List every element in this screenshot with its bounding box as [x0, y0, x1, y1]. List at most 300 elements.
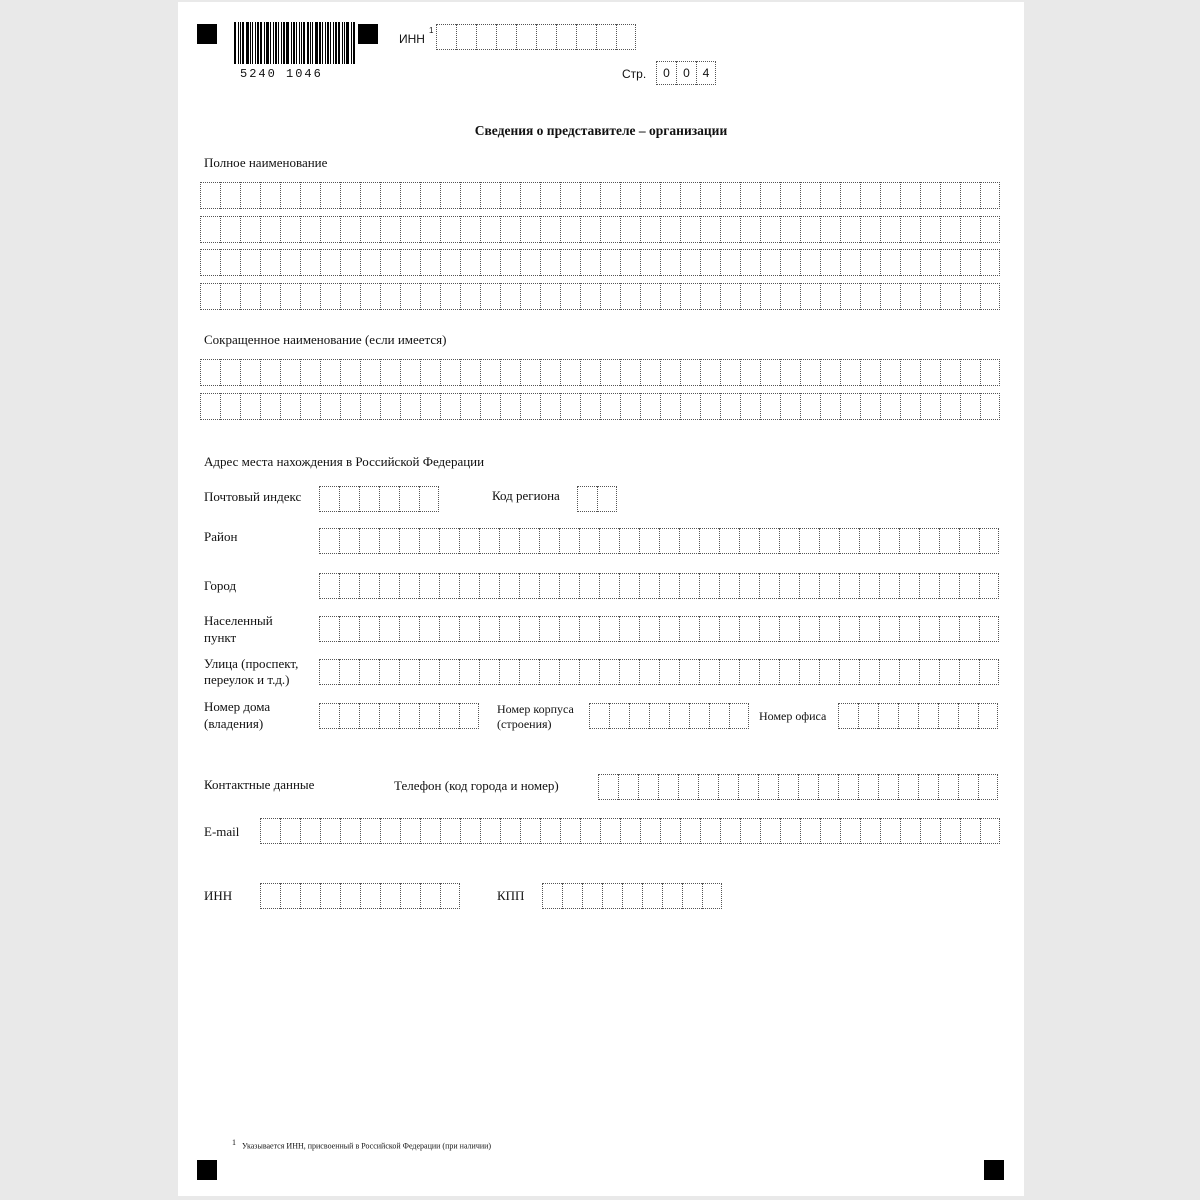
input-cell[interactable]	[879, 659, 899, 685]
input-cell[interactable]	[659, 573, 679, 599]
input-cell[interactable]	[799, 616, 819, 642]
input-cell[interactable]	[618, 774, 638, 800]
kpp-cells[interactable]	[542, 883, 722, 909]
input-cell[interactable]	[320, 182, 340, 209]
input-cell[interactable]	[700, 393, 720, 420]
input-cell[interactable]	[799, 528, 819, 554]
input-cell[interactable]	[319, 528, 339, 554]
input-cell[interactable]	[680, 283, 700, 310]
input-cell[interactable]	[560, 249, 580, 276]
input-cell[interactable]	[280, 249, 300, 276]
region-code-cells[interactable]	[577, 486, 617, 512]
input-cell[interactable]	[340, 216, 360, 243]
input-cell[interactable]	[720, 818, 740, 844]
input-cell[interactable]	[539, 528, 559, 554]
input-cell[interactable]	[200, 359, 220, 386]
input-cell[interactable]	[859, 616, 879, 642]
input-cell[interactable]	[500, 216, 520, 243]
input-cell[interactable]	[679, 528, 699, 554]
input-cell[interactable]	[539, 659, 559, 685]
input-cell[interactable]	[600, 182, 620, 209]
input-cell[interactable]	[439, 573, 459, 599]
input-cell[interactable]	[640, 249, 660, 276]
input-cell[interactable]	[820, 182, 840, 209]
input-cell[interactable]	[399, 616, 419, 642]
input-cell[interactable]	[759, 573, 779, 599]
input-cell[interactable]	[440, 249, 460, 276]
input-cell[interactable]	[899, 573, 919, 599]
input-cell[interactable]	[719, 616, 739, 642]
input-cell[interactable]	[759, 528, 779, 554]
input-cell[interactable]	[380, 249, 400, 276]
input-cell[interactable]	[739, 528, 759, 554]
input-cell[interactable]	[760, 393, 780, 420]
input-cell[interactable]	[379, 703, 399, 729]
input-cell[interactable]	[620, 249, 640, 276]
input-cell[interactable]	[339, 616, 359, 642]
input-cell[interactable]	[940, 182, 960, 209]
input-cell[interactable]	[659, 616, 679, 642]
input-cell[interactable]	[860, 249, 880, 276]
input-cell[interactable]	[560, 393, 580, 420]
input-cell[interactable]	[320, 883, 340, 909]
input-cell[interactable]	[300, 359, 320, 386]
input-cell[interactable]	[520, 216, 540, 243]
input-cell[interactable]	[920, 249, 940, 276]
input-cell[interactable]	[860, 182, 880, 209]
input-cell[interactable]	[980, 249, 1000, 276]
input-cell[interactable]	[680, 216, 700, 243]
input-cell[interactable]	[300, 216, 320, 243]
input-cell[interactable]	[340, 883, 360, 909]
input-cell[interactable]	[680, 359, 700, 386]
input-cell[interactable]	[620, 818, 640, 844]
input-cell[interactable]	[958, 703, 978, 729]
input-cell[interactable]	[720, 249, 740, 276]
input-cell[interactable]	[609, 703, 629, 729]
input-cell[interactable]	[420, 359, 440, 386]
input-cell[interactable]	[860, 216, 880, 243]
input-cell[interactable]	[500, 359, 520, 386]
input-cell[interactable]	[499, 616, 519, 642]
input-cell[interactable]	[629, 703, 649, 729]
input-cell[interactable]	[799, 573, 819, 599]
input-cell[interactable]	[559, 573, 579, 599]
input-cell[interactable]	[580, 283, 600, 310]
input-cell[interactable]	[439, 616, 459, 642]
input-cell[interactable]	[598, 774, 618, 800]
inn-cells[interactable]	[260, 883, 460, 909]
input-cell[interactable]	[600, 818, 620, 844]
input-cell[interactable]	[640, 216, 660, 243]
input-cell[interactable]	[939, 573, 959, 599]
input-cell[interactable]	[319, 486, 339, 512]
input-cell[interactable]	[660, 249, 680, 276]
input-cell[interactable]	[680, 393, 700, 420]
input-cell[interactable]	[778, 774, 798, 800]
input-cell[interactable]	[600, 393, 620, 420]
input-cell[interactable]	[680, 182, 700, 209]
input-cell[interactable]	[379, 528, 399, 554]
input-cell[interactable]	[759, 616, 779, 642]
input-cell[interactable]	[399, 528, 419, 554]
input-cell[interactable]	[760, 818, 780, 844]
input-cell[interactable]	[840, 249, 860, 276]
input-cell[interactable]	[959, 659, 979, 685]
input-cell[interactable]	[360, 216, 380, 243]
input-cell[interactable]	[899, 616, 919, 642]
input-cell[interactable]	[720, 393, 740, 420]
input-cell[interactable]	[420, 393, 440, 420]
input-cell[interactable]	[640, 359, 660, 386]
input-cell[interactable]	[940, 283, 960, 310]
input-cell[interactable]	[940, 359, 960, 386]
input-cell[interactable]	[979, 659, 999, 685]
input-cell[interactable]	[440, 883, 460, 909]
input-cell[interactable]	[638, 774, 658, 800]
input-cell[interactable]	[920, 182, 940, 209]
input-cell[interactable]	[640, 182, 660, 209]
input-cell[interactable]	[689, 703, 709, 729]
input-cell[interactable]	[280, 393, 300, 420]
full-name-row-3[interactable]	[200, 249, 1000, 276]
input-cell[interactable]	[260, 283, 280, 310]
input-cell[interactable]	[739, 573, 759, 599]
input-cell[interactable]	[359, 616, 379, 642]
input-cell[interactable]	[579, 659, 599, 685]
input-cell[interactable]	[200, 393, 220, 420]
input-cell[interactable]	[260, 818, 280, 844]
input-cell[interactable]	[799, 659, 819, 685]
input-cell[interactable]	[360, 818, 380, 844]
input-cell[interactable]	[599, 659, 619, 685]
input-cell[interactable]	[980, 216, 1000, 243]
input-cell[interactable]	[380, 393, 400, 420]
input-cell[interactable]	[678, 774, 698, 800]
input-cell[interactable]	[620, 182, 640, 209]
input-cell[interactable]	[960, 216, 980, 243]
input-cell[interactable]	[599, 616, 619, 642]
input-cell[interactable]	[542, 883, 562, 909]
input-cell[interactable]	[440, 818, 460, 844]
input-cell[interactable]	[939, 659, 959, 685]
input-cell[interactable]	[360, 883, 380, 909]
input-cell[interactable]	[619, 528, 639, 554]
input-cell[interactable]	[880, 249, 900, 276]
input-cell[interactable]	[738, 774, 758, 800]
input-cell[interactable]	[620, 359, 640, 386]
input-cell[interactable]	[620, 283, 640, 310]
input-cell[interactable]	[699, 659, 719, 685]
input-cell[interactable]	[559, 528, 579, 554]
input-cell[interactable]	[380, 283, 400, 310]
input-cell[interactable]	[700, 216, 720, 243]
input-cell[interactable]	[559, 616, 579, 642]
input-cell[interactable]	[460, 249, 480, 276]
input-cell[interactable]	[340, 393, 360, 420]
input-cell[interactable]	[680, 249, 700, 276]
input-cell[interactable]	[679, 659, 699, 685]
input-cell[interactable]	[619, 659, 639, 685]
input-cell[interactable]	[642, 883, 662, 909]
input-cell[interactable]	[456, 24, 476, 50]
input-cell[interactable]	[440, 182, 460, 209]
input-cell[interactable]	[360, 283, 380, 310]
input-cell[interactable]	[380, 818, 400, 844]
input-cell[interactable]	[780, 249, 800, 276]
input-cell[interactable]	[819, 616, 839, 642]
input-cell[interactable]	[719, 573, 739, 599]
input-cell[interactable]	[639, 573, 659, 599]
input-cell[interactable]	[780, 283, 800, 310]
input-cell[interactable]	[359, 659, 379, 685]
input-cell[interactable]	[880, 182, 900, 209]
input-cell[interactable]	[339, 703, 359, 729]
input-cell[interactable]	[420, 283, 440, 310]
input-cell[interactable]	[919, 659, 939, 685]
input-cell[interactable]	[519, 528, 539, 554]
short-name-row-2[interactable]	[200, 393, 1000, 420]
input-cell[interactable]	[938, 703, 958, 729]
input-cell[interactable]	[639, 528, 659, 554]
input-cell[interactable]	[440, 216, 460, 243]
input-cell[interactable]	[596, 24, 616, 50]
input-cell[interactable]	[859, 659, 879, 685]
input-cell[interactable]	[240, 393, 260, 420]
input-cell[interactable]	[820, 359, 840, 386]
input-cell[interactable]	[559, 659, 579, 685]
input-cell[interactable]	[840, 216, 860, 243]
input-cell[interactable]	[640, 818, 660, 844]
input-cell[interactable]	[420, 182, 440, 209]
input-cell[interactable]	[399, 703, 419, 729]
input-cell[interactable]	[419, 486, 439, 512]
input-cell[interactable]	[740, 182, 760, 209]
input-cell[interactable]	[619, 573, 639, 599]
input-cell[interactable]	[320, 359, 340, 386]
input-cell[interactable]	[979, 616, 999, 642]
input-cell[interactable]	[539, 616, 559, 642]
input-cell[interactable]	[539, 573, 559, 599]
input-cell[interactable]	[960, 359, 980, 386]
input-cell[interactable]	[660, 393, 680, 420]
input-cell[interactable]	[560, 216, 580, 243]
input-cell[interactable]	[520, 393, 540, 420]
input-cell[interactable]	[720, 359, 740, 386]
input-cell[interactable]	[379, 486, 399, 512]
input-cell[interactable]	[900, 216, 920, 243]
input-cell[interactable]	[379, 573, 399, 599]
input-cell[interactable]	[460, 818, 480, 844]
input-cell[interactable]	[838, 774, 858, 800]
input-cell[interactable]	[319, 616, 339, 642]
input-cell[interactable]	[540, 393, 560, 420]
input-cell[interactable]	[980, 182, 1000, 209]
input-cell[interactable]	[858, 703, 878, 729]
input-cell[interactable]	[580, 818, 600, 844]
input-cell[interactable]	[702, 883, 722, 909]
input-cell[interactable]	[260, 249, 280, 276]
street-cells[interactable]	[319, 659, 999, 685]
input-cell[interactable]	[480, 818, 500, 844]
input-cell[interactable]	[419, 528, 439, 554]
input-cell[interactable]	[760, 216, 780, 243]
input-cell[interactable]	[640, 283, 660, 310]
input-cell[interactable]	[300, 393, 320, 420]
input-cell[interactable]	[699, 616, 719, 642]
input-cell[interactable]	[359, 528, 379, 554]
input-cell[interactable]	[400, 393, 420, 420]
input-cell[interactable]	[760, 249, 780, 276]
input-cell[interactable]	[339, 573, 359, 599]
input-cell[interactable]	[419, 616, 439, 642]
input-cell[interactable]	[940, 818, 960, 844]
input-cell[interactable]	[280, 216, 300, 243]
input-cell[interactable]	[819, 573, 839, 599]
input-cell[interactable]	[479, 573, 499, 599]
input-cell[interactable]	[460, 216, 480, 243]
input-cell[interactable]	[380, 216, 400, 243]
input-cell[interactable]	[699, 573, 719, 599]
input-cell[interactable]	[580, 249, 600, 276]
input-cell[interactable]	[582, 883, 602, 909]
input-cell[interactable]	[859, 528, 879, 554]
input-cell[interactable]	[420, 883, 440, 909]
input-cell[interactable]	[840, 283, 860, 310]
input-cell[interactable]	[460, 283, 480, 310]
input-cell[interactable]	[319, 703, 339, 729]
input-cell[interactable]	[879, 616, 899, 642]
full-name-row-1[interactable]	[200, 182, 1000, 209]
input-cell[interactable]	[698, 774, 718, 800]
input-cell[interactable]	[980, 283, 1000, 310]
input-cell[interactable]	[839, 528, 859, 554]
input-cell[interactable]	[420, 249, 440, 276]
input-cell[interactable]	[920, 283, 940, 310]
input-cell[interactable]	[718, 774, 738, 800]
input-cell[interactable]	[320, 818, 340, 844]
settlement-cells[interactable]	[319, 616, 999, 642]
input-cell[interactable]	[800, 818, 820, 844]
input-cell[interactable]	[758, 774, 778, 800]
input-cell[interactable]	[420, 216, 440, 243]
input-cell[interactable]	[820, 393, 840, 420]
input-cell[interactable]	[220, 216, 240, 243]
input-cell[interactable]	[240, 359, 260, 386]
input-cell[interactable]	[800, 393, 820, 420]
input-cell[interactable]	[900, 359, 920, 386]
input-cell[interactable]	[459, 616, 479, 642]
input-cell[interactable]	[380, 883, 400, 909]
input-cell[interactable]	[779, 616, 799, 642]
input-cell[interactable]	[580, 359, 600, 386]
input-cell[interactable]	[320, 216, 340, 243]
input-cell[interactable]	[878, 703, 898, 729]
input-cell[interactable]	[360, 359, 380, 386]
input-cell[interactable]	[459, 703, 479, 729]
input-cell[interactable]	[540, 359, 560, 386]
input-cell[interactable]	[320, 283, 340, 310]
input-cell[interactable]	[519, 659, 539, 685]
input-cell[interactable]	[639, 616, 659, 642]
input-cell[interactable]	[516, 24, 536, 50]
input-cell[interactable]	[720, 216, 740, 243]
input-cell[interactable]	[700, 818, 720, 844]
input-cell[interactable]	[900, 182, 920, 209]
input-cell[interactable]	[940, 216, 960, 243]
input-cell[interactable]	[520, 359, 540, 386]
input-cell[interactable]	[760, 182, 780, 209]
input-cell[interactable]	[669, 703, 689, 729]
input-cell[interactable]	[800, 359, 820, 386]
input-cell[interactable]	[220, 249, 240, 276]
input-cell[interactable]	[798, 774, 818, 800]
input-cell[interactable]	[920, 359, 940, 386]
input-cell[interactable]	[400, 283, 420, 310]
input-cell[interactable]	[839, 573, 859, 599]
input-cell[interactable]	[978, 774, 998, 800]
input-cell[interactable]	[819, 659, 839, 685]
input-cell[interactable]	[460, 393, 480, 420]
input-cell[interactable]	[400, 883, 420, 909]
input-cell[interactable]	[840, 818, 860, 844]
input-cell[interactable]	[500, 393, 520, 420]
input-cell[interactable]	[620, 216, 640, 243]
input-cell[interactable]	[459, 573, 479, 599]
input-cell[interactable]	[360, 182, 380, 209]
input-cell[interactable]	[480, 283, 500, 310]
input-cell[interactable]	[562, 883, 582, 909]
input-cell[interactable]	[709, 703, 729, 729]
input-cell[interactable]	[679, 573, 699, 599]
input-cell[interactable]	[579, 573, 599, 599]
input-cell[interactable]	[399, 486, 419, 512]
input-cell[interactable]	[280, 182, 300, 209]
input-cell[interactable]	[878, 774, 898, 800]
input-cell[interactable]	[800, 249, 820, 276]
input-cell[interactable]	[880, 359, 900, 386]
input-cell[interactable]	[220, 393, 240, 420]
input-cell[interactable]	[919, 616, 939, 642]
full-name-row-4[interactable]	[200, 283, 1000, 310]
input-cell[interactable]	[920, 393, 940, 420]
input-cell[interactable]	[660, 182, 680, 209]
input-cell[interactable]	[660, 359, 680, 386]
input-cell[interactable]	[280, 883, 300, 909]
input-cell[interactable]	[520, 249, 540, 276]
input-cell[interactable]	[719, 659, 739, 685]
input-cell[interactable]	[700, 359, 720, 386]
input-cell[interactable]	[500, 283, 520, 310]
input-cell[interactable]	[700, 249, 720, 276]
input-cell[interactable]	[900, 249, 920, 276]
input-cell[interactable]	[479, 659, 499, 685]
input-cell[interactable]	[419, 573, 439, 599]
input-cell[interactable]	[600, 359, 620, 386]
input-cell[interactable]	[979, 573, 999, 599]
input-cell[interactable]	[360, 393, 380, 420]
input-cell[interactable]	[380, 182, 400, 209]
input-cell[interactable]	[319, 659, 339, 685]
input-cell[interactable]	[300, 818, 320, 844]
input-cell[interactable]	[820, 249, 840, 276]
input-cell[interactable]	[339, 528, 359, 554]
input-cell[interactable]	[520, 182, 540, 209]
input-cell[interactable]	[939, 528, 959, 554]
input-cell[interactable]	[699, 528, 719, 554]
input-cell[interactable]	[980, 818, 1000, 844]
input-cell[interactable]	[979, 528, 999, 554]
